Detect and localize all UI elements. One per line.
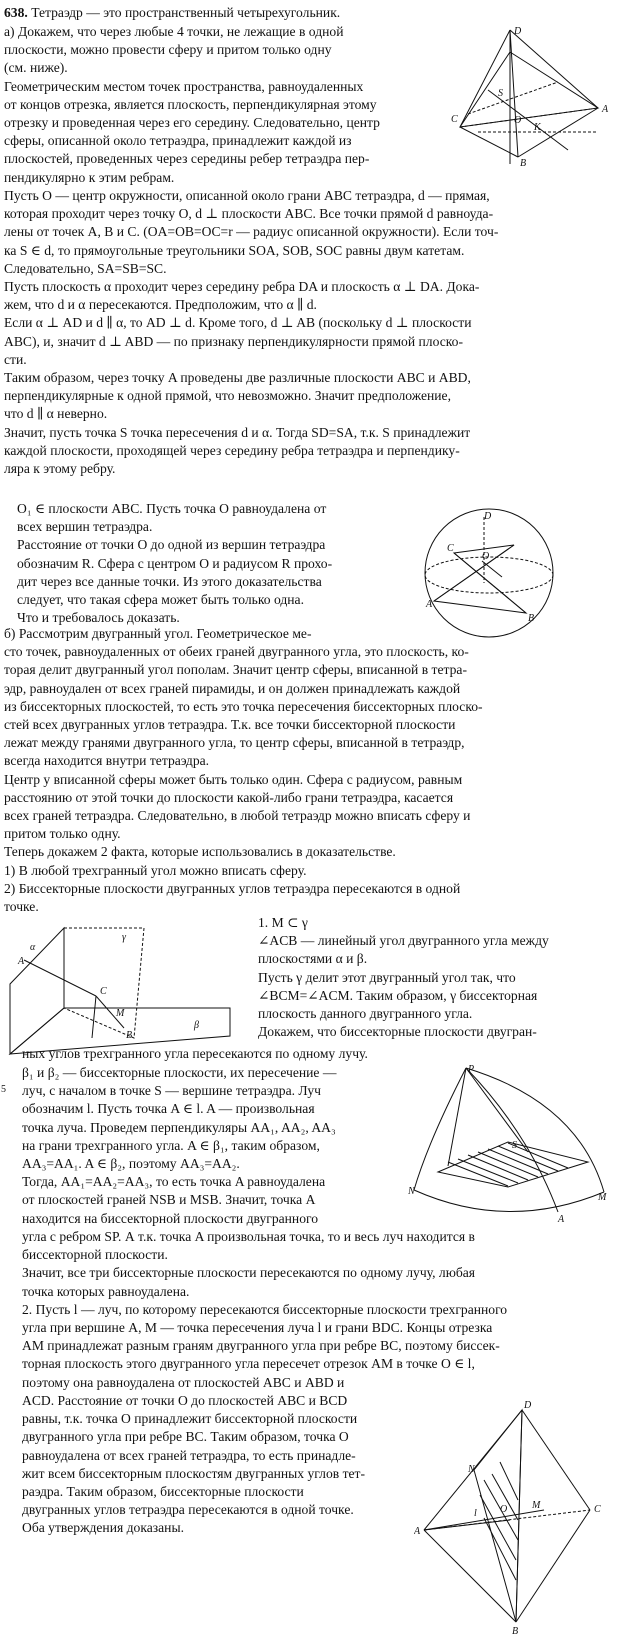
problem-title — [4, 4, 424, 22]
text-line: Центр у вписанной сферы может быть только один. Сфера с радиусом, равным — [4, 771, 463, 787]
text-line: лежат между гранями двугранного угла, то центр сферы, вписанной в тетраэдр, — [4, 735, 465, 751]
text-line: Пусть О — центр окружности, описанной около грани ABC тетраэдра, d — прямая, — [4, 188, 490, 203]
figure-trihedral-bisectors — [408, 1062, 612, 1228]
text-block-7 — [22, 1064, 402, 1228]
text-line: сти. — [4, 351, 27, 367]
text-line: (см. ниже). — [4, 60, 68, 76]
text-block-9 — [22, 1392, 406, 1538]
text-line: Значит, пусть точка S точка пересечения d и α. Тогда SD=SA, т.к. S принадлежит — [4, 424, 471, 440]
text-line: ляра к этому ребру. — [4, 461, 116, 477]
text-block-2 — [4, 187, 616, 478]
text-line: плоскость данного двугранного угла. — [258, 1006, 473, 1022]
text-line: раэдра. Таким образом, биссекторные плоскости — [22, 1484, 304, 1500]
fig5-label-O: O — [500, 1504, 508, 1515]
text-line: Тогда, AA₁=AA₂=AA₃, то есть точка A равноудалена — [22, 1174, 326, 1190]
figure-tetrahedron-incenter — [414, 1400, 604, 1636]
figure-dihedral-bisector — [4, 920, 240, 1056]
text-line: 1. M ⊂ γ — [258, 915, 308, 930]
text-line: плоскостями α и β. — [258, 951, 368, 967]
text-line: плоскости, можно провести сферу и притом только одну — [4, 42, 332, 58]
fig3-label-M: M — [116, 1008, 125, 1019]
text-line: расстоянию от этой точки до плоскости какой-либо грани тетраэдра, касается — [4, 789, 454, 805]
text-line: пендикулярно к этим ребрам. — [4, 169, 175, 185]
text-line: отрезку и проведенная через его середину. Следовательно, центр — [4, 115, 380, 131]
text-line: от концов отрезка, является плоскость, перпендикулярная этому — [4, 96, 377, 112]
text-line: O₁ ∈ плоскости ABC. Пусть точка O равноудалена от — [17, 501, 327, 516]
text-line: дит через все данные точки. Из этого доказательства — [17, 573, 322, 589]
text-line: из биссекторных плоскостей, то есть это точка пересечения биссекторных плоско- — [4, 698, 483, 714]
text-line: AM принадлежат разным граням двугранного угла при ребре BC, поэтому биссек- — [22, 1338, 500, 1354]
text-line: плоскостей, проведенных через середины ребер тетраэдра пер- — [4, 151, 370, 167]
fig5-label-D: D — [524, 1400, 532, 1411]
fig4-label-N: N — [408, 1186, 415, 1197]
fig3-label-A: A — [18, 956, 25, 967]
text-line: обозначим l. Пусть точка A ∈ l. A — произвольная — [22, 1101, 315, 1117]
problem-number: 638. — [4, 5, 28, 20]
fig2-label-D: D — [484, 511, 492, 522]
text-block-8 — [22, 1228, 616, 1392]
text-line: Теперь докажем 2 факта, которые использовались в доказательстве. — [4, 844, 396, 860]
text-line: Пусть γ делит этот двугранный угол так, что — [258, 969, 516, 985]
text-line: биссекторной плоскости. — [22, 1247, 168, 1263]
text-line: на грани трехгранного угла. A ∈ β₁, таким образом, — [22, 1137, 320, 1153]
fig3-label-alpha: α — [30, 942, 36, 953]
text-line: торая делит двугранный угол пополам. Значит центр сферы, вписанной в тетра- — [4, 662, 467, 678]
text-line: точка которых равноудалена. — [22, 1283, 190, 1299]
text-line: β₁ и β₂ — биссекторные плоскости, их пересечение — — [22, 1065, 337, 1080]
text-line: жем, что d и α пересекаются. Предположим, что α ∥ d. — [4, 297, 317, 313]
text-block-1 — [4, 23, 448, 187]
text-line: поэтому она равноудалена от плоскостей ABC и ABD и — [22, 1374, 345, 1390]
text-line: обозначим R. Сфера с центром O и радиусом R прохо- — [17, 555, 333, 571]
fig5-label-N: N — [468, 1464, 475, 1475]
text-line: лены от точек A, B и C. (OA=OB=OC=r — радиус описанной окружности). Если точ- — [4, 224, 499, 240]
text-line: следует, что такая сфера может быть только одна. — [17, 592, 304, 608]
text-line: всех граней тетраэдра. Следовательно, в любой тетраэдр можно вписать сферу и — [4, 808, 471, 824]
text-line: ACD. Расстояние от точки O до плоскостей ABC и BCD — [22, 1393, 348, 1408]
text-line: Значит, все три биссекторные плоскости пересекаются по одному лучу, любая — [22, 1265, 476, 1281]
text-line: жит всем биссекторным плоскостям двугранных углов тет- — [22, 1465, 366, 1481]
title-line: Тетраэдр — это пространственный четырехугольник. — [31, 5, 341, 20]
text-block-6 — [22, 1045, 616, 1063]
text-line: всех вершин тетраэдра. — [17, 519, 153, 535]
text-line: двугранного угла при ребре BC. Таким образом, точка O — [22, 1429, 349, 1445]
text-line: Следовательно, SA=SB=SC. — [4, 260, 167, 276]
fig2-label-B: B — [528, 613, 535, 624]
fig3-label-B: B — [126, 1030, 133, 1041]
fig3-label-gamma: γ — [122, 932, 126, 943]
fig1-label-K: K — [534, 122, 541, 133]
text-line: притом только одну. — [4, 826, 121, 842]
fig5-label-C: C — [594, 1504, 601, 1515]
fig4-label-S: S — [512, 1140, 517, 1151]
text-block-5 — [258, 914, 616, 1041]
fig3-label-C: C — [100, 986, 107, 997]
fig5-label-M: M — [532, 1500, 541, 1511]
text-line: Докажем, что биссекторные плоскости двугран- — [258, 1024, 537, 1040]
text-line: равноудалена от всех граней тетраэдра, то есть принадле- — [22, 1447, 356, 1463]
text-line: Что и требовалось доказать. — [17, 610, 180, 626]
text-line: Если α ⊥ AD и d ∥ α, то AD ⊥ d. Кроме того, d ⊥ AB (поскольку d ⊥ плоскости — [4, 315, 472, 331]
text-line: от плоскостей граней NSB и MSB. Значит, точка A — [22, 1192, 316, 1208]
text-line: что d ∥ α неверно. — [4, 406, 108, 422]
text-line: угла с ребром SP. А т.к. точка A произвольная точка, то и весь луч находится в — [22, 1229, 475, 1244]
text-line: Геометрическим местом точек пространства, равноудаленных — [4, 78, 364, 94]
text-line: точке. — [4, 899, 39, 915]
text-line: 1) В любой трехгранный угол можно вписать сферу. — [4, 862, 307, 878]
fig5-label-A: A — [414, 1526, 421, 1537]
text-line: ных углов трехгранного угла пересекаются по одному лучу. — [22, 1046, 368, 1061]
fig5-label-l: l — [474, 1508, 477, 1519]
text-line: сто точек, равноудаленных от обеих граней двугранного угла, это плоскость, ко- — [4, 644, 469, 660]
text-line: точка луча. Проведем перпендикуляры AA₁, AA₂, AA₃ — [22, 1119, 336, 1135]
fig4-label-M: M — [598, 1192, 607, 1203]
text-line: AA₃=AA₁. A ∈ β₂, поэтому AA₃=AA₂. — [22, 1156, 240, 1172]
text-line: угла при вершине A, M — точка пересечения луча l и грани BDC. Концы отрезка — [22, 1320, 493, 1336]
text-block-3 — [17, 500, 409, 627]
fig1-label-D: D — [514, 26, 522, 37]
fig1-label-S: S — [498, 88, 503, 99]
text-line: стей всех двугранных углов тетраэдра. Т.к. все точки биссекторной плоскости — [4, 717, 456, 733]
text-line: эдр, равноудален от всех граней пирамиды, и он должен принадлежать каждой — [4, 680, 461, 696]
text-line: торная плоскость этого двугранного угла пересечет отрезок AM в точке O ∈ l, — [22, 1356, 475, 1372]
fig2-label-O: O — [482, 551, 490, 562]
text-line: перпендикулярные к одной прямой, что невозможно. Значит предположение, — [4, 388, 451, 404]
text-line: ка S ∈ d, то прямоугольные треугольники SOA, SOB, SOC равны двум катетам. — [4, 242, 465, 258]
text-line: Расстояние от точки O до одной из вершин тетраэдра — [17, 537, 326, 553]
text-line: Оба утверждения доказаны. — [22, 1520, 184, 1536]
text-line: ABC), и, значит d ⊥ ABD — по признаку перпендикулярности прямой плоско- — [4, 333, 463, 349]
text-line: а) Докажем, что через любые 4 точки, не лежащие в одной — [4, 24, 344, 39]
text-line: равны, т.к. точка O принадлежит биссекторной плоскости — [22, 1411, 358, 1427]
fig1-label-C: C — [451, 114, 458, 125]
fig5-label-B: B — [512, 1626, 519, 1636]
text-line: 2) Биссекторные плоскости двугранных углов тетраэдра пересекаются в одной — [4, 880, 461, 896]
margin-mark: 5 — [1, 1084, 6, 1095]
text-line: которая проходит через точку O, d ⊥ плоскости ABC. Все точки прямой d равноуда- — [4, 206, 494, 222]
text-line: б) Рассмотрим двугранный угол. Геометрическое ме- — [4, 626, 312, 641]
figure-circumscribed-sphere — [414, 503, 564, 643]
text-line: каждой плоскости, проходящей через середину ребра тетраэдра и перпендику- — [4, 442, 460, 458]
text-block-4 — [4, 625, 616, 916]
text-line: находится на биссекторной плоскости двугранного — [22, 1210, 319, 1226]
text-line: луч, с началом в точке S — вершине тетраэдра. Луч — [22, 1083, 321, 1099]
fig3-label-beta: β — [194, 1020, 199, 1031]
fig1-label-B: B — [520, 158, 527, 169]
fig4-label-P: P — [468, 1064, 475, 1075]
text-line: двугранных углов тетраэдра пересекаются в одной точке. — [22, 1502, 354, 1518]
text-line: Пусть плоскость α проходит через середину ребра DA и плоскость α ⊥ DA. Дока- — [4, 279, 480, 295]
text-line: 2. Пусть l — луч, по которому пересекаются биссекторные плоскости трехгранного — [22, 1301, 508, 1317]
fig2-label-C: C — [447, 543, 454, 554]
fig4-label-A: A — [558, 1214, 565, 1225]
text-line: всегда находится внутри тетраэдра. — [4, 753, 210, 769]
text-line: Таким образом, через точку A проведены две различные плоскости ABC и ABD, — [4, 370, 471, 386]
fig2-label-A: A — [426, 599, 433, 610]
text-line: ∠ACB — линейный угол двугранного угла между — [258, 933, 549, 949]
figure-tetrahedron-circumcenter — [448, 22, 616, 170]
text-line: ∠BCM=∠ACM. Таким образом, γ биссекторная — [258, 987, 538, 1003]
fig1-label-A: A — [602, 104, 609, 115]
fig1-label-O: O — [514, 115, 522, 126]
text-line: сферы, описанной около тетраэдра, принадлежит каждой из — [4, 133, 352, 149]
